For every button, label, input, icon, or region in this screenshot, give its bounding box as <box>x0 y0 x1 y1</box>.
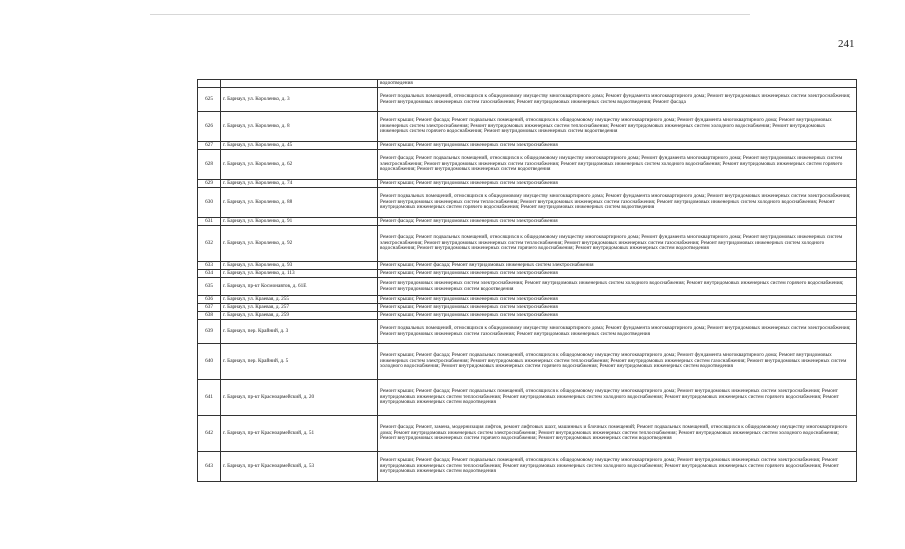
row-works: Ремонт крыши; Ремонт фасада; Ремонт подвальных помещений, относящихся к общедомовому имуществу многоквартирного дома; Ремонт фундамента многоквартирного дома; Ремонт внутридомовых инженерных систем электроснабжения; Ремонт внутридомовых инженерных систем теплоснабжения; Ремонт внутридомовых инженерных систем газоснабжения; Ремонт внутридомовых инженерных систем холодного водоснабжения; Ремонт внутридомовых инженерных систем горячего водоснабжения; Ремонт внутридомовых инженерных систем водоотведения <box>378 344 857 380</box>
table-row <box>198 278 857 296</box>
row-address: г. Барнаул, ул. Краевая, д. 255 <box>221 296 378 304</box>
table-row <box>198 416 857 452</box>
row-number: 625 <box>198 88 221 112</box>
table-row <box>198 142 857 150</box>
row-number: 628 <box>198 150 221 180</box>
row-address: г. Барнаул, ул. Короленко, д. 92 <box>221 226 378 262</box>
row-works: Ремонт подвальных помещений, относящихся к общедомовому имуществу многоквартирного дома; Ремонт фундамента многоквартирного дома; Ремонт внутридомовых инженерных систем электроснабжения; Ремонт внутридомовых инженерных систем теплоснабжения; Ремонт внутридомовых инженерных систем газоснабжения; Ремонт внутридомовых инженерных систем холодного водоснабжения; Ремонт внутридомовых инженерных систем горячего водоснабжения; Ремонт внутридомовых инженерных систем водоотведения <box>378 188 857 218</box>
row-works: Ремонт крыши; Ремонт внутридомовых инженерных систем электроснабжения <box>378 304 857 312</box>
table-row <box>198 296 857 304</box>
scan-artifact-line <box>150 14 750 15</box>
row-address: г. Барнаул, ул. Краевая, д. 259 <box>221 312 378 320</box>
row-works: Ремонт крыши; Ремонт внутридомовых инженерных систем электроснабжения <box>378 296 857 304</box>
row-number: 643 <box>198 452 221 482</box>
row-works: Ремонт крыши; Ремонт фасада; Ремонт подвальных помещений, относящихся к общедомовому имуществу многоквартирного дома; Ремонт фундамента многоквартирного дома; Ремонт внутридомовых инженерных систем электроснабжения; Ремонт внутридомовых инженерных систем теплоснабжения; Ремонт внутридомовых инженерных систем холодного водоснабжения; Ремонт внутридомовых инженерных систем горячего водоснабжения; Ремонт внутридомовых инженерных систем водоотведения <box>378 112 857 142</box>
row-number: 631 <box>198 218 221 226</box>
row-works: Ремонт крыши; Ремонт фасада; Ремонт подвальных помещений, относящихся к общедомовому имуществу многоквартирного дома; Ремонт внутридомовых инженерных систем электроснабжения; Ремонт внутридомовых инженерных систем теплоснабжения; Ремонт внутридомовых инженерных систем холодного водоснабжения; Ремонт внутридомовых инженерных систем горячего водоснабжения; Ремонт внутридомовых инженерных систем водоотведения <box>378 452 857 482</box>
row-number: 632 <box>198 226 221 262</box>
row-works: Ремонт фасада; Ремонт внутридомовых инженерных систем электроснабжения <box>378 218 857 226</box>
row-works: Ремонт крыши; Ремонт внутридомовых инженерных систем электроснабжения <box>378 270 857 278</box>
table-row <box>198 188 857 218</box>
row-address: г. Барнаул, пр-кт Космонавтов, д. 61Е <box>221 278 378 296</box>
table-row <box>198 112 857 142</box>
row-number: 639 <box>198 320 221 344</box>
registry-body <box>198 80 857 482</box>
row-number: 627 <box>198 142 221 150</box>
row-address: г. Барнаул, ул. Короленко, д. 74 <box>221 180 378 188</box>
table-row <box>198 320 857 344</box>
row-number: 637 <box>198 304 221 312</box>
table-row <box>198 344 857 380</box>
row-number: 629 <box>198 180 221 188</box>
table-row <box>198 304 857 312</box>
table-row <box>198 226 857 262</box>
row-works: Ремонт фасада; Ремонт подвальных помещений, относящихся к общедомовому имуществу многоквартирного дома; Ремонт фундамента многоквартирного дома; Ремонт внутридомовых инженерных систем электроснабжения; Ремонт внутридомовых инженерных систем газоснабжения; Ремонт внутридомовых инженерных систем холодного водоснабжения; Ремонт внутридомовых инженерных систем горячего водоснабжения; Ремонт внутридомовых инженерных систем водоотведения <box>378 150 857 180</box>
row-address: г. Барнаул, пр-кт Красноармейский, д. 53 <box>221 452 378 482</box>
table-row <box>198 80 857 88</box>
table-row <box>198 312 857 320</box>
row-number: 633 <box>198 262 221 270</box>
row-number: 641 <box>198 380 221 416</box>
page-number: 241 <box>838 38 855 50</box>
table-row <box>198 88 857 112</box>
row-works: Ремонт крыши; Ремонт внутридомовых инженерных систем электроснабжения <box>378 180 857 188</box>
row-address <box>221 80 378 88</box>
row-number: 630 <box>198 188 221 218</box>
row-address: г. Барнаул, ул. Короленко, д. 8 <box>221 112 378 142</box>
row-works: Ремонт крыши; Ремонт внутридомовых инженерных систем электроснабжения <box>378 142 857 150</box>
row-number: 638 <box>198 312 221 320</box>
row-number <box>198 80 221 88</box>
row-address: г. Барнаул, ул. Краевая, д. 257 <box>221 304 378 312</box>
row-address: г. Барнаул, пер. Крайний, д. 5 <box>221 344 378 380</box>
row-works: Ремонт подвальных помещений, относящихся к общедомовому имуществу многоквартирного дома; Ремонт фундамента многоквартирного дома; Ремонт внутридомовых инженерных систем электроснабжения; Ремонт внутридомовых инженерных систем газоснабжения; Ремонт внутридомовых инженерных систем водоотведения <box>378 320 857 344</box>
row-address: г. Барнаул, пер. Крайний, д. 3 <box>221 320 378 344</box>
row-works: Ремонт фасада; Ремонт подвальных помещений, относящихся к общедомовому имуществу многоквартирного дома; Ремонт фундамента многоквартирного дома; Ремонт внутридомовых инженерных систем электроснабжения; Ремонт внутридомовых инженерных систем теплоснабжения; Ремонт внутридомовых инженерных систем газоснабжения; Ремонт внутридомовых инженерных систем холодного водоснабжения; Ремонт внутридомовых инженерных систем горячего водоснабжения; Ремонт внутридомовых инженерных систем водоотведения <box>378 226 857 262</box>
table-row <box>198 180 857 188</box>
row-address: г. Барнаул, ул. Короленко, д. 45 <box>221 142 378 150</box>
row-address: г. Барнаул, пр-кт Красноармейский, д. 51 <box>221 416 378 452</box>
row-address: г. Барнаул, ул. Короленко, д. 113 <box>221 270 378 278</box>
row-works: Ремонт подвальных помещений, относящихся к общедомовому имуществу многоквартирного дома; Ремонт фундамента многоквартирного дома; Ремонт внутридомовых инженерных систем электроснабжения; Ремонт внутридомовых инженерных систем газоснабжения; Ремонт внутридомовых инженерных систем водоотведения; Ремонт фасада <box>378 88 857 112</box>
table-row <box>198 380 857 416</box>
table-row <box>198 452 857 482</box>
row-number: 634 <box>198 270 221 278</box>
table-row <box>198 270 857 278</box>
row-number: 642 <box>198 416 221 452</box>
row-address: г. Барнаул, ул. Короленко, д. 3 <box>221 88 378 112</box>
row-works: Ремонт крыши; Ремонт внутридомовых инженерных систем электроснабжения <box>378 312 857 320</box>
row-number: 635 <box>198 278 221 296</box>
row-address: г. Барнаул, ул. Короленко, д. 88 <box>221 188 378 218</box>
row-address: г. Барнаул, ул. Короленко, д. 91 <box>221 218 378 226</box>
row-address: г. Барнаул, пр-кт Красноармейский, д. 20 <box>221 380 378 416</box>
row-works: Ремонт внутридомовых инженерных систем электроснабжения; Ремонт внутридомовых инженерных систем холодного водоснабжения; Ремонт внутридомовых инженерных систем горячего водоснабжения; Ремонт внутридомовых инженерных систем водоотведения <box>378 278 857 296</box>
row-works: Ремонт крыши; Ремонт фасада; Ремонт внутридомовых инженерных систем электроснабжения <box>378 262 857 270</box>
table-row <box>198 218 857 226</box>
table-row <box>198 262 857 270</box>
row-address: г. Барнаул, ул. Короленко, д. 62 <box>221 150 378 180</box>
table-row <box>198 150 857 180</box>
row-address: г. Барнаул, ул. Короленко, д. 93 <box>221 262 378 270</box>
row-works: Ремонт фасада; Ремонт, замена, модернизация лифтов, ремонт лифтовых шахт, машинных и блочных помещений; Ремонт подвальных помещений, относящихся к общедомовому имуществу многоквартирного дома; Ремонт внутридомовых инженерных систем электроснабжения; Ремонт внутридомовых инженерных систем теплоснабжения; Ремонт внутридомовых инженерных систем холодного водоснабжения; Ремонт внутридомовых инженерных систем горячего водоснабжения; Ремонт внутридомовых инженерных систем водоотведения <box>378 416 857 452</box>
row-works: Ремонт крыши; Ремонт фасада; Ремонт подвальных помещений, относящихся к общедомовому имуществу многоквартирного дома; Ремонт внутридомовых инженерных систем электроснабжения; Ремонт внутридомовых инженерных систем теплоснабжения; Ремонт внутридомовых инженерных систем холодного водоснабжения; Ремонт внутридомовых инженерных систем горячего водоснабжения; Ремонт внутридомовых инженерных систем водоотведения <box>378 380 857 416</box>
row-number: 640 <box>198 344 221 380</box>
row-number: 636 <box>198 296 221 304</box>
row-number: 626 <box>198 112 221 142</box>
row-works: водоотведения <box>378 80 857 88</box>
repair-registry-table <box>197 79 857 482</box>
